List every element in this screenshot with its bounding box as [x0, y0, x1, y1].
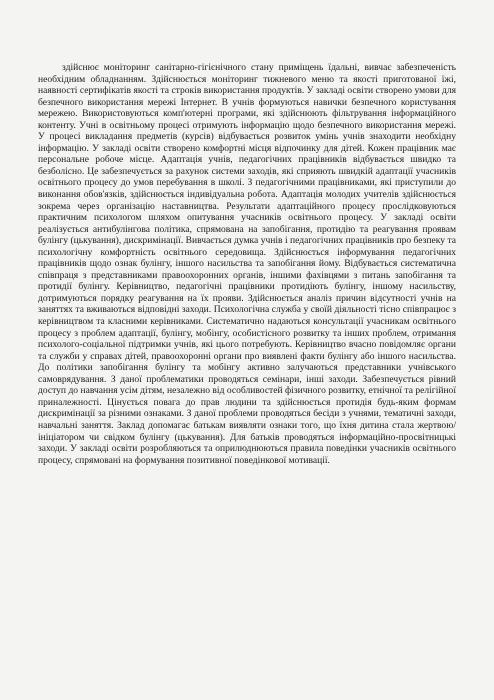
body-paragraph: здійснює моніторинг санітарно-гігієнічного стану приміщень їдальні, вивчає забезпеченість необхідним обладнанням. Здійснюється моніторинг тижневого меню та якості приготованої їжі, наявності сертифікатів якості та строків використання продуктів. У закладі освіти створено умови для безпечного використання мережі Інтернет. В учнів формуються навички безпечного користування мережею. Використовуються комп'ютерні програми, які здійснюють фільтрування інформаційного контенту. Учні в освітньому процесі отримують інформацію щодо безпечного використання мережі. У процесі викладання предметів (курсів) відбувається розвиток умінь учнів знаходити необхідну інформацію. У закладі освіти створено комфортні місця відпочинку для дітей. Кожен працівник має персональне робоче місце. Адаптація учнів, педагогічних працівників відбувається швидко та безболісно. Це забезпечується за рахунок системи заходів, які сприяють швидкій адаптації учасників освітнього процесу до умов перебування в школі. З педагогічними працівниками, які приступили до виконання обов'язків, здійснюється індивідуальна робота. Адаптація молодих учителів здійснюється зокрема через організацію наставництва. Результати адаптаційного процесу прослідковуються практичним психологом шляхом опитування учасників освітнього процесу. У закладі освіти реалізується антибулінгова політика, спрямована на запобігання, протидію та реагування проявам булінгу (цькування), дискримінації. Вивчається думка учнів і педагогічних працівників про безпеку та психологічну комфортність освітнього середовища. Здійснюється інформування педагогічних працівників щодо ознак булінгу, іншого насильства та запобігання йому. Відбувається систематична співпраця з представниками правоохоронних органів, іншими фахівцями з питань запобігання та протидії булінгу. Керівництво, педагогічні працівники протидіють булінгу, іншому насильству, дотримуються порядку реагування на їх прояви. Здійснюється аналіз причин відсутності учнів на заняттях та вживаються відповідні заходи. Психологічна служба у своїй діяльності тісно співпрацює з керівництвом та класними керівниками. Систематично надаються консультації учасникам освітнього процесу з проблем адаптації, булінгу, мобінгу, особистісного розвитку та інших проблем, отримання психолого-соціальної підтримки учнів, які цього потребують. Керівництво вчасно повідомляє органи та служби у справах дітей, правоохоронні органи про виявлені факти булінгу або іншого насильства. До політики запобігання булінгу та мобінгу активно залучаються представники учнівського самоврядування. З даної проблематики проводяться семінари, інші заходи. Забезпечується рівний доступ до навчання усім дітям, незалежно від особливостей фізичного розвитку, етнічної та релігійної приналежності. Цінується повага до прав людини та здійснюється протидія будь-яким формам дискримінації за різними ознаками. З даної проблеми проводяться бесіди з учнями, тематичні заходи, навчальні заняття. Заклад допомагає батькам виявляти ознаки того, що їхня дитина стала жертвою/ініціатором чи свідком булінгу (цькування). Для батьків проводяться інформаційно-просвітницькі заходи. У закладі освіти розробляються та оприлюднюються правила поведінки учасників освітнього процесу, спрямовані на формування позитивної поведінкової мотивації. — [38, 62, 456, 466]
